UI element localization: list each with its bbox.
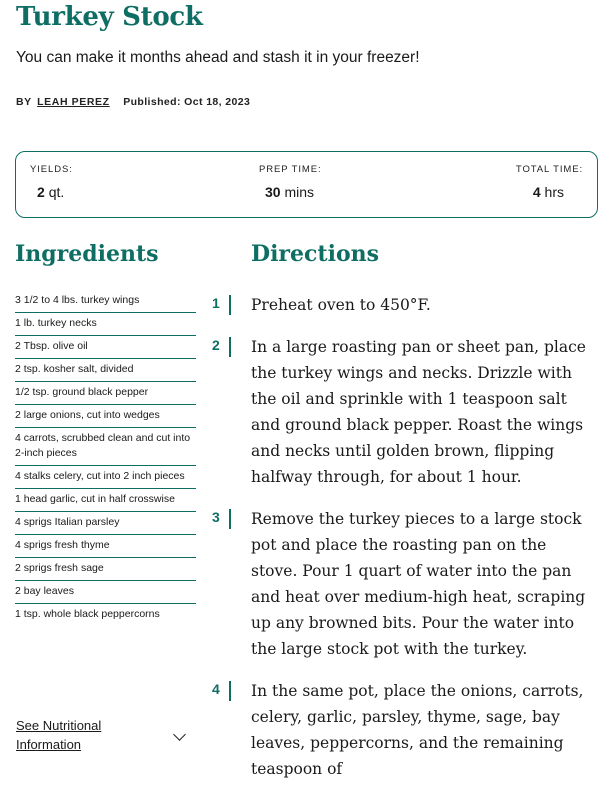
nutrition-link[interactable]: See Nutritional Information	[16, 718, 102, 752]
ingredient-item: 2 bay leaves	[15, 581, 196, 604]
recipe-meta-box	[15, 151, 598, 218]
step-text: Remove the turkey pieces to a large stock pot and place the roasting pan on the stove. Pour 1 quart of water into the pan and heat over medium-high heat, scraping up any browned bits. Pour the water into the large stock pot with the turkey.	[251, 510, 586, 658]
ingredient-item: 2 tsp. kosher salt, divided	[15, 359, 196, 382]
directions-heading: Directions	[251, 241, 379, 267]
ingredient-item: 2 Tbsp. olive oil	[15, 336, 196, 359]
total-time-label: TOTAL TIME:	[515, 164, 583, 175]
recipe-subtitle: You can make it months ahead and stash it in your freezer!	[16, 49, 420, 66]
step-text: In a large roasting pan or sheet pan, place the turkey wings and necks. Drizzle with the oil and sprinkle with 1 teaspoon salt and ground black pepper. Roast the wings and necks until golden brown, flipping halfway through, for about 1 hour.	[251, 338, 586, 486]
step-divider	[229, 681, 231, 701]
byline-prefix: BY	[16, 96, 32, 108]
step-text: In the same pot, place the onions, carrots, celery, garlic, parsley, thyme, sage, bay leaves, peppercorns, and the remaining teaspoon of	[251, 682, 584, 778]
direction-step	[212, 506, 597, 662]
published-date: Published: Oct 18, 2023	[123, 96, 251, 108]
step-text: Preheat oven to 450°F.	[251, 296, 431, 314]
total-time-block	[516, 164, 583, 200]
direction-step	[212, 334, 597, 490]
nutrition-toggle[interactable]	[16, 716, 188, 754]
author-link[interactable]: LEAH PEREZ	[37, 96, 110, 108]
prep-time-block	[259, 164, 322, 200]
yields-value: 2 qt.	[37, 184, 65, 200]
yields-block	[30, 164, 73, 200]
step-divider	[229, 337, 231, 357]
step-number: 2	[212, 337, 220, 353]
direction-step	[212, 678, 597, 782]
step-number: 3	[212, 509, 220, 525]
ingredient-item: 3 1/2 to 4 lbs. turkey wings	[15, 290, 196, 313]
step-number: 4	[212, 681, 220, 697]
ingredient-item: 4 sprigs Italian parsley	[15, 512, 196, 535]
ingredients-heading: Ingredients	[15, 241, 159, 267]
directions-list	[212, 292, 597, 798]
chevron-down-icon[interactable]	[173, 728, 186, 741]
ingredient-item: 2 large onions, cut into wedges	[15, 405, 196, 428]
recipe-title: Turkey Stock	[16, 2, 203, 32]
prep-time-label: PREP TIME:	[259, 164, 322, 175]
direction-step	[212, 292, 597, 318]
ingredient-item: 4 sprigs fresh thyme	[15, 535, 196, 558]
step-number: 1	[212, 295, 220, 311]
ingredients-list	[15, 290, 196, 626]
total-time-value: 4 hrs	[532, 184, 564, 200]
step-divider	[229, 509, 231, 529]
ingredient-item: 4 carrots, scrubbed clean and cut into 2-inch pieces	[15, 428, 196, 466]
ingredient-item: 2 sprigs fresh sage	[15, 558, 196, 581]
ingredient-item: 1 lb. turkey necks	[15, 313, 196, 336]
ingredient-item: 1 head garlic, cut in half crosswise	[15, 489, 196, 512]
byline	[16, 96, 250, 108]
prep-time-value: 30 mins	[265, 184, 315, 200]
ingredient-item: 4 stalks celery, cut into 2 inch pieces	[15, 466, 196, 489]
ingredient-item: 1/2 tsp. ground black pepper	[15, 382, 196, 405]
step-divider	[229, 295, 231, 315]
ingredient-item: 1 tsp. whole black peppercorns	[15, 608, 160, 620]
yields-label: YIELDS:	[30, 164, 73, 175]
